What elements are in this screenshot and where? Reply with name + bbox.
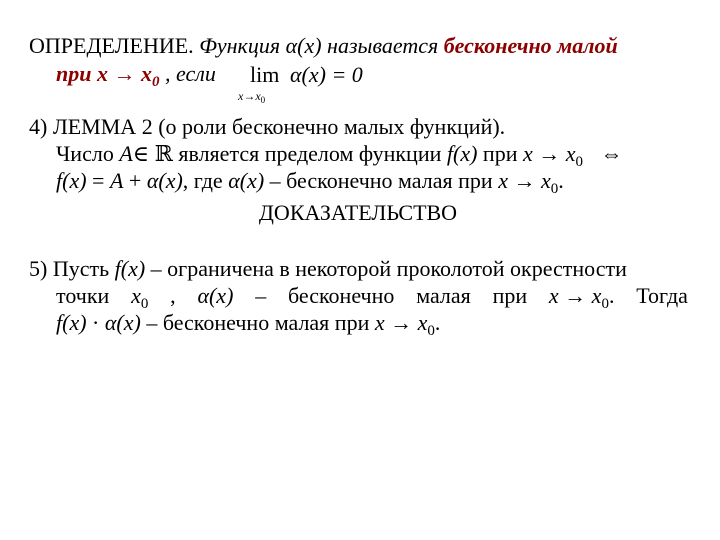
lim-subscript	[238, 89, 265, 104]
lemma-l3-b: , где	[182, 168, 223, 193]
item5-l3-fx: f(x)	[56, 310, 87, 335]
item5-l2-dash: –	[255, 283, 267, 308]
item5-l2-w2: бесконечно	[288, 283, 395, 308]
item5-l1-fx: f(x)	[114, 256, 146, 281]
lemma-l2-in: ∈ ℝ	[132, 141, 173, 166]
lemma-l3-plus: +	[128, 168, 142, 193]
proof-heading-text: ДОКАЗАТЕЛЬСТВО	[258, 200, 458, 225]
item5-l2-x0-group	[131, 283, 148, 312]
item5-l2-w3: малая	[416, 283, 471, 308]
item5-l3-x: x → x	[374, 310, 428, 335]
item5-l3-dot: ·	[92, 310, 100, 335]
lemma-line-2	[56, 141, 623, 170]
lemma-l3-alpha2: α(x)	[228, 168, 265, 193]
lemma-title-text: 4) ЛЕММА 2 (о роли бесконечно малых функций).	[29, 114, 506, 139]
proof-heading	[0, 200, 718, 226]
item5-l2-end: .	[608, 283, 615, 308]
item5-line-3	[56, 310, 440, 339]
item5-l3-end: .	[434, 310, 441, 335]
lemma-line-3	[56, 168, 564, 197]
definition-label: ОПРЕДЕЛЕНИЕ.	[29, 33, 194, 58]
item5-l2-alpha: α(x)	[197, 283, 234, 308]
item5-l2-x: x → x	[548, 283, 602, 308]
lemma-title	[29, 114, 505, 140]
item5-l3-alpha: α(x)	[104, 310, 141, 335]
limit-formula	[238, 62, 388, 106]
lemma-l2-b: является пределом функции	[178, 141, 442, 166]
definition-line-2	[56, 61, 216, 90]
item5-l2-w4: при	[492, 283, 528, 308]
definition-text-1: Функция	[199, 33, 281, 58]
definition-term: бесконечно малой	[443, 33, 618, 58]
item5-l2-w5: Тогда	[636, 283, 688, 308]
lemma-l3-c: – бесконечно малая при	[269, 168, 493, 193]
lemma-equiv: ⇔	[600, 141, 623, 166]
item5-l1-a: 5) Пусть	[29, 256, 110, 281]
lemma-l2-fx: f(x)	[446, 141, 478, 166]
definition-alpha: α(x)	[285, 33, 322, 58]
lemma-l3-fx: f(x)	[56, 168, 87, 193]
lim-word: lim	[250, 62, 280, 87]
lemma-l3-sub: 0	[550, 181, 559, 197]
definition-line-1	[29, 33, 618, 59]
definition-tail: , если	[164, 61, 216, 86]
lemma-l3-alpha: α(x)	[146, 168, 183, 193]
lemma-l2-c: при	[482, 141, 518, 166]
lim-expression: α(x) = 0	[290, 62, 363, 87]
lim-under-var: x→x	[238, 89, 261, 103]
definition-condition-sub: 0	[151, 74, 160, 90]
item5-l3-b: – бесконечно малая при	[146, 310, 370, 335]
item5-l2-comma: ,	[170, 283, 176, 308]
lemma-l3-eq: =	[92, 168, 105, 193]
lemma-l3-A: A	[109, 168, 124, 193]
item5-l3-sub: 0	[427, 323, 435, 339]
item5-line-2	[56, 283, 688, 312]
lemma-l2-A: A	[119, 141, 133, 166]
lemma-l3-end: .	[558, 168, 564, 193]
lemma-l2-a: Число	[56, 141, 114, 166]
lemma-l3-x: x → x	[498, 168, 551, 193]
lim-under-sub: 0	[260, 95, 266, 105]
item5-l1-b: – ограничена в некоторой проколотой окрестности	[150, 256, 627, 281]
lemma-l2-sub: 0	[575, 154, 583, 170]
item5-l2-x0: x	[131, 283, 141, 308]
item5-l2-x0sub: 0	[140, 296, 149, 312]
item5-l2-sub: 0	[601, 296, 609, 312]
item5-line-1	[29, 256, 627, 282]
item5-l2-w1: точки	[56, 283, 110, 308]
lemma-l2-x: x → x	[522, 141, 576, 166]
definition-condition: при x → x	[56, 61, 152, 86]
definition-text-2: называется	[327, 33, 439, 58]
item5-l2-x-group	[549, 283, 615, 312]
